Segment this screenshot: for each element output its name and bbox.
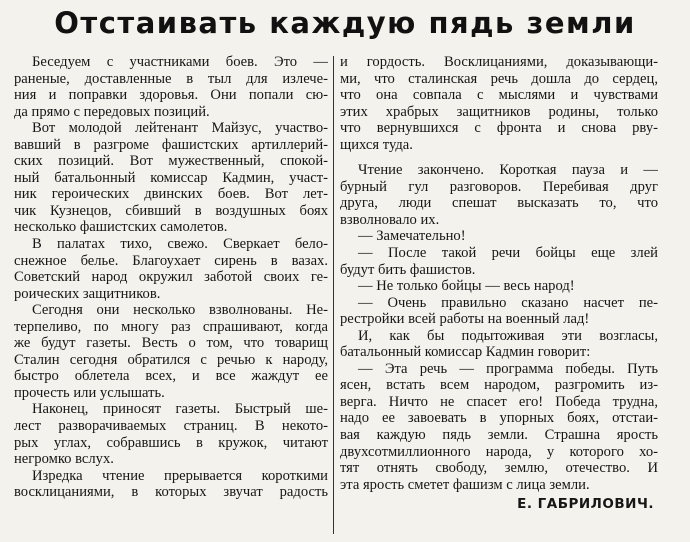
article-text-line: раненые, доставленные в тыл для излече-	[14, 70, 328, 87]
article-text-line: В палатах тихо, свежо. Сверкает бело-	[32, 236, 328, 253]
article-text-line: Изредка чтение прерывается короткими	[32, 467, 328, 484]
article-text-line: И, как бы подытоживая эти возгласы,	[358, 327, 658, 344]
article-text-line: Наконец, приносят газеты. Быстрый ше-	[32, 401, 328, 418]
article-text-line: батальонный комиссар Кадмин говорит:	[340, 344, 591, 361]
article-text-line: Беседуем с участниками боев. Это —	[32, 54, 328, 70]
article-text-line: роических защитников.	[14, 285, 161, 302]
article-text-line: двухсотмиллионного народа, у которого хо-	[340, 443, 658, 460]
article-text-line: ских позиций. Вот мужественный, спокой-	[14, 153, 328, 170]
article-text-line: негромко вслух.	[14, 451, 114, 468]
article-text-line: ник героических двинских боев. Вот лет-	[14, 186, 328, 203]
article-text-line: да прямо с передовых позиций.	[14, 103, 210, 120]
article-text-line: надо ее завоевать в упорных боях, отстаи-	[340, 410, 658, 427]
article-text-line: этих храбрых защитников родины, только	[340, 103, 658, 120]
article-text-line: рых углах, собравшись в кружок, читают	[14, 434, 328, 451]
article-text-line: Сегодня они несколько взволнованы. Не-	[32, 302, 328, 319]
article-text-line: тят отнять свободу, землю, отечество. И	[340, 460, 658, 477]
article-text-line: — Эта речь — программа победы. Путь	[358, 360, 658, 377]
article-text-line: — Очень правильно сказано насчет пе-	[358, 294, 658, 311]
article-headline: Отстаивать каждую пядь земли	[54, 6, 636, 40]
article-text-line: Чтение закончено. Короткая пауза и —	[358, 162, 658, 179]
article-text-line: верга. Ничто не спасет его! Победа трудна,	[340, 393, 658, 410]
article-text-line: что вернувшихся с фронта и снова рву-	[340, 120, 658, 137]
article-text-line: — После такой речи бойцы еще злей	[358, 245, 658, 262]
article-text-line: снежное белье. Благоухает сирень в вазах.	[14, 252, 328, 269]
article-text-line: друга, люди спешат высказать то, что	[340, 195, 658, 212]
article-text-line: будут бить фашистов.	[340, 261, 476, 278]
article-text-line: чик Кузнецов, сбивший в воздушных боях	[14, 202, 328, 219]
article-text-line: же будут газеты. Весть о том, что товарищ	[14, 335, 328, 352]
article-text-line: ми, что сталинская речь дошла до сердец,	[340, 70, 658, 87]
article-text-line: Сталин сегодня обратился с речью к народу,	[14, 351, 328, 368]
article-text-line: — Не только бойцы — весь народ!	[358, 278, 575, 295]
article-text-line: восклицаниями, в которых звучат радость	[14, 484, 328, 501]
column-divider	[333, 56, 334, 534]
article-text-line: и гордость. Восклицаниями, доказывающи-	[340, 54, 658, 70]
article-text-line: ный батальонный комиссар Кадмин, участ-	[14, 169, 328, 186]
article-text-line: вая каждую пядь земли. Страшна ярость	[340, 427, 658, 444]
article-column-right	[340, 54, 658, 513]
article-text-line: быстро облетела всех, и все жаждут ее	[14, 368, 328, 385]
article-text-line: бурный гул разговоров. Перебивая друг	[340, 178, 658, 195]
article-text-line: прочесть или услышать.	[14, 384, 165, 401]
article-column-left	[14, 54, 328, 501]
article-text-line: рестройки всей работы на военный лад!	[340, 311, 590, 328]
article-text-line: вавший в разгроме фашистских артиллерий-	[14, 136, 328, 153]
article-text-line: щихся туда.	[340, 136, 413, 153]
article-text-line: несколько фашистских самолетов.	[14, 219, 228, 236]
article-text-line: взволновало их.	[340, 211, 440, 228]
article-text-line: Вот молодой лейтенант Майзус, участво-	[32, 120, 328, 137]
author-byline: Е. ГАБРИЛОВИЧ.	[517, 496, 654, 513]
article-text-line: что она совпала с мыслями и чувствами	[340, 87, 658, 104]
article-text-line: ясен, встать всем народом, разгромить из-	[340, 377, 658, 394]
article-text-line: лест разворачиваемых страниц. В некото-	[14, 418, 328, 435]
article-text-line: эта ярость сметет фашизм с лица земли.	[340, 476, 590, 493]
article-text-line: ния и поправки здоровья. Они попали сю-	[14, 87, 328, 104]
article-text-line: Советский народ окружил заботой своих ге-	[14, 269, 328, 286]
article-text-line: — Замечательно!	[358, 228, 466, 245]
article-text-line: терпеливо, по многу раз спрашивают, когда	[14, 318, 328, 335]
